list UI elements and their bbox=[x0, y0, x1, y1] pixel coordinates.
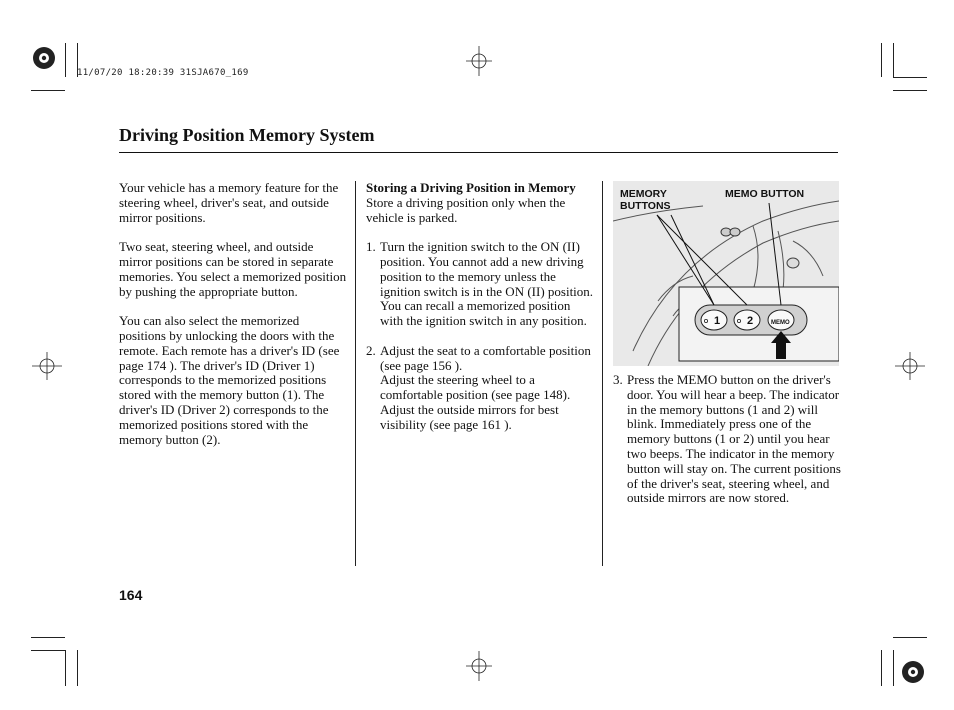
step-text: Press the MEMO button on the driver's door. You will hear a beep. The indicator in the memory buttons (1 and 2) will blink. Immediately press one of the memory buttons (1 or 2) until you hear two beeps. The indicator in the memory button will stay on. The current positions of the driver's seat, steering wheel, and outside mirrors are now stored. bbox=[627, 372, 841, 506]
step-text: Adjust the outside mirrors for best visibility (see page 161 ). bbox=[380, 401, 559, 432]
page-number: 164 bbox=[119, 587, 143, 603]
step-3 bbox=[613, 373, 841, 506]
print-stamp: 11/07/20 18:20:39 31SJA670_169 bbox=[77, 68, 249, 78]
paragraph: Your vehicle has a memory feature for the steering wheel, driver's seat, and outside mirror positions. bbox=[119, 180, 339, 225]
paragraph: You can also select the memorized positions by unlocking the doors with the remote. Each remote has a driver's ID (see page 174 ). The driver's ID (Driver 1) corresponds to the memorized positions stored with the memory button (1). The driver's ID (Driver 2) corresponds to the memorized positions stored with the memory button (2). bbox=[119, 313, 340, 447]
column-divider bbox=[355, 181, 356, 566]
button-2-label: 2 bbox=[747, 315, 754, 327]
memo-button-label: MEMO BUTTON bbox=[725, 188, 805, 200]
middle-column bbox=[366, 181, 594, 447]
step-2 bbox=[366, 344, 594, 433]
step-text: Turn the ignition switch to the ON (II) position. You cannot add a new driving position to the memory unless the ignition switch is in the ON (II) position. You can recall a memorized position with the ignition switch in any position. bbox=[380, 239, 594, 329]
step-number: 1. bbox=[366, 239, 376, 255]
step-number: 2. bbox=[366, 342, 376, 358]
page-title: Driving Position Memory System bbox=[119, 125, 375, 145]
step-text: Adjust the steering wheel to a comfortable position (see page 148). bbox=[380, 372, 571, 403]
paragraph: Two seat, steering wheel, and outside mirror positions can be stored in separate memories. You select a memorized position by pushing the appropriate button. bbox=[119, 239, 347, 299]
step-text: Adjust the seat to a comfortable position (see page 156 ). bbox=[380, 342, 591, 373]
column-divider bbox=[602, 181, 603, 566]
right-column bbox=[613, 373, 841, 521]
memory-buttons-label: MEMORY BUTTONS bbox=[620, 188, 671, 212]
memory-buttons-figure bbox=[613, 181, 839, 366]
step-1 bbox=[366, 240, 594, 329]
left-column bbox=[119, 181, 347, 462]
section-heading: Storing a Driving Position in Memory bbox=[366, 180, 576, 195]
button-1-label: 1 bbox=[714, 315, 721, 327]
step-number: 3. bbox=[613, 372, 623, 387]
intro-paragraph: Store a driving position only when the vehicle is parked. bbox=[366, 194, 566, 225]
title-rule bbox=[119, 152, 838, 153]
button-memo-label: MEMO bbox=[771, 320, 790, 326]
